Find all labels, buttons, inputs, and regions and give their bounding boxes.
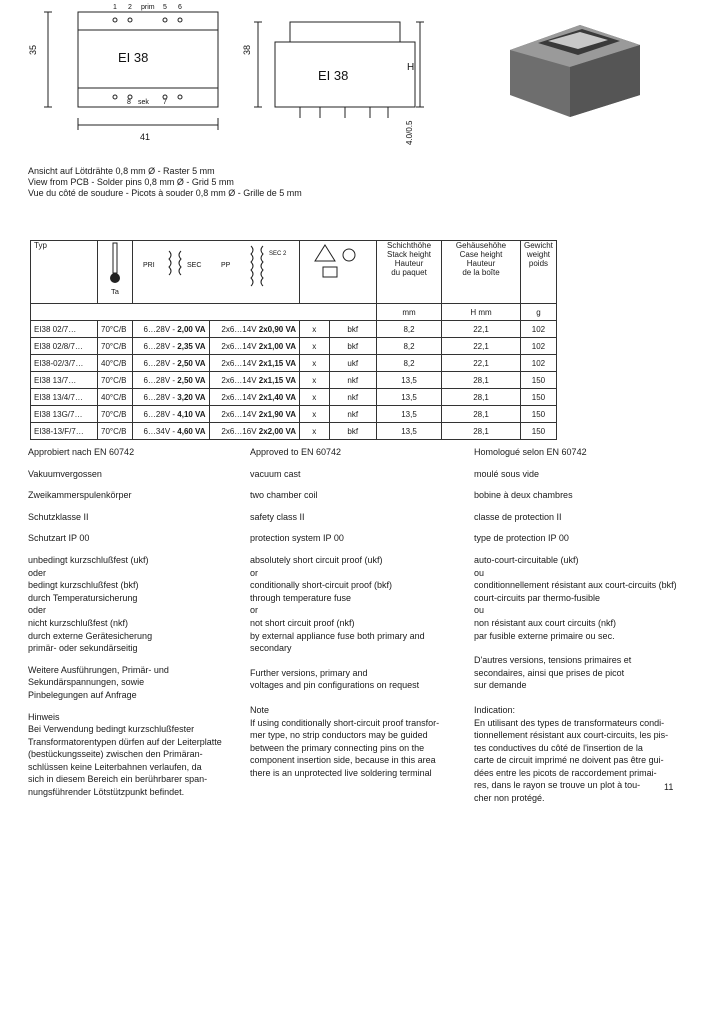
cell-temp: 40°C/B — [98, 355, 133, 372]
de-hint-6: nungsführender Lötstützpunkt befindet. — [28, 787, 185, 798]
de-hint-5: sich in diesem Bereich ein berührbarer span- — [28, 774, 208, 785]
header-weight: Gewicht weight poids — [521, 241, 557, 304]
cell-sec: 2x6…14V 2x0,90 VA — [209, 321, 299, 338]
fr-proof-or-2: ou — [474, 605, 485, 616]
pin-label-prim: prim — [141, 4, 155, 11]
cell-proof: nkf — [329, 372, 376, 389]
cell-prim: 6…28V - 2,50 VA — [133, 372, 210, 389]
unit-hmm: H mm — [442, 304, 521, 321]
cell-proof: ukf — [329, 355, 376, 372]
cell-sec: 2x6…16V 2x2,00 VA — [209, 423, 299, 440]
de-proof-1: unbedingt kurzschlußfest (ukf) — [28, 554, 149, 565]
en-proof-3: through temperature fuse — [250, 592, 352, 603]
de-hint-4: schlüssen keine Leiterbahnen verlaufen, da — [28, 761, 202, 772]
en-hint-1: If using conditionally short-circuit proof transfor- — [250, 717, 440, 728]
de-further-2: Sekundärspannungen, sowie — [28, 677, 145, 688]
cell-case: 22,1 — [442, 355, 521, 372]
en-class: safety class II — [250, 511, 305, 522]
table-row — [31, 423, 557, 440]
cell-type: EI38 13G/7… — [31, 406, 98, 423]
dimension-drawing — [0, 0, 500, 150]
dim-height-label: 35 — [28, 44, 38, 55]
cell-weight: 102 — [521, 338, 557, 355]
de-hint-1: Bei Verwendung bedingt kurzschlußfester — [28, 724, 195, 735]
en-proof-or-2: or — [250, 605, 259, 616]
fr-proof-1: auto-court-circuitable (ukf) — [474, 554, 579, 565]
fr-hint-6: res, dans le rayon se trouve un plot à tou- — [474, 780, 641, 791]
table-row — [31, 338, 557, 355]
header-type: Typ — [31, 241, 98, 304]
en-hint-4: component insertion side, because in this area — [250, 755, 436, 766]
column-english — [250, 446, 460, 779]
view-text-de: Ansicht auf Lötdrähte 0,8 mm Ø - Raster 5 mm — [28, 166, 215, 176]
cell-weight: 150 — [521, 406, 557, 423]
en-approved: Approved to EN 60742 — [250, 447, 342, 457]
de-proof-3: durch Temperatursicherung — [28, 592, 138, 603]
view-description — [28, 166, 302, 199]
de-further-1: Weitere Ausführungen, Primär- und — [28, 664, 169, 675]
cell-weight: 150 — [521, 389, 557, 406]
en-hint-5: there is an unprotected live soldering terminal — [250, 767, 432, 778]
en-protection: protection system IP 00 — [250, 533, 344, 544]
cell-stack: 13,5 — [377, 406, 442, 423]
en-hint-2: mer type, no strip conductors may be guided — [250, 730, 428, 741]
cell-type: EI38 13/4/7… — [31, 389, 98, 406]
transformer-photo — [500, 5, 650, 120]
cell-prim: 6…28V - 2,50 VA — [133, 355, 210, 372]
pin-label-2: 2 — [128, 4, 132, 11]
cell-mark: x — [300, 321, 330, 338]
table-row — [31, 321, 557, 338]
view-text-en: View from PCB - Solder pins 0,8 mm Ø - Grid 5 mm — [28, 177, 234, 187]
cell-type: EI38-02/3/7… — [31, 355, 98, 372]
fr-hint-2: tionnellement résistant aux court-circuits, les pis- — [474, 730, 669, 741]
cell-stack: 8,2 — [377, 321, 442, 338]
de-bobbin: Zweikammerspulenkörper — [28, 490, 132, 501]
en-further-1: Further versions, primary and — [250, 667, 368, 678]
cell-temp: 70°C/B — [98, 406, 133, 423]
cell-sec: 2x6…14V 2x1,15 VA — [209, 355, 299, 372]
header-approval-icons — [300, 241, 377, 304]
cell-sec: 2x6…14V 2x1,40 VA — [209, 389, 299, 406]
en-proof-4: not short circuit proof (nkf) — [250, 617, 355, 628]
dim-h-label: H — [407, 62, 415, 73]
pin-label-1: 1 — [113, 4, 117, 11]
page-number: 11 — [664, 782, 674, 792]
cell-case: 28,1 — [442, 406, 521, 423]
de-approved: Approbiert nach EN 60742 — [28, 447, 135, 457]
en-proof-2: conditionally short-circuit proof (bkf) — [250, 580, 393, 591]
fr-hint-4: carte de circuit imprimé ne doivent pas être gui- — [474, 755, 664, 766]
header-pri-sec — [133, 241, 300, 304]
en-further-2: voltages and pin configurations on request — [250, 680, 420, 691]
cell-temp: 70°C/B — [98, 372, 133, 389]
fr-protection: type de protection IP 00 — [474, 533, 569, 544]
fr-further-1: D'autres versions, tensions primaires et — [474, 655, 632, 666]
cell-weight: 150 — [521, 372, 557, 389]
cell-proof: bkf — [329, 321, 376, 338]
en-proof-6: secondary — [250, 643, 292, 654]
cell-case: 22,1 — [442, 338, 521, 355]
label-sec2: SEC 2 — [269, 251, 287, 257]
header-stack: Schichthöhe Stack height Hauteur du paquet — [377, 241, 442, 304]
de-proof-4: nicht kurzschlußfest (nkf) — [28, 617, 129, 628]
de-proof-or-1: oder — [28, 567, 47, 578]
unit-mm: mm — [377, 304, 442, 321]
de-cast: Vakuumvergossen — [28, 468, 102, 479]
fr-hint-3: tes conductives du côté de l'insertion de la — [474, 742, 643, 753]
de-proof-2: bedingt kurzschlußfest (bkf) — [28, 580, 139, 591]
en-hint-3: between the primary connecting pins on the — [250, 742, 425, 753]
fr-proof-2: conditionnellement résistant aux court-circuits (bkf) — [474, 580, 677, 591]
cell-proof: bkf — [329, 338, 376, 355]
pin-label-7: 7 — [163, 99, 167, 106]
pin-label-5: 5 — [163, 4, 167, 11]
cell-mark: x — [300, 406, 330, 423]
cell-stack: 13,5 — [377, 389, 442, 406]
header-temp-icon — [98, 241, 133, 304]
fr-cast: moulé sous vide — [474, 468, 540, 479]
cell-temp: 70°C/B — [98, 338, 133, 355]
pin-label-6: 6 — [178, 4, 182, 11]
cell-proof: nkf — [329, 406, 376, 423]
cell-type: EI38 02/7… — [31, 321, 98, 338]
cell-mark: x — [300, 372, 330, 389]
cell-sec: 2x6…14V 2x1,90 VA — [209, 406, 299, 423]
fr-proof-3: court-circuits par thermo-fusible — [474, 592, 601, 603]
cell-stack: 13,5 — [377, 372, 442, 389]
fr-hint-title: Indication: — [474, 704, 516, 715]
cell-prim: 6…28V - 2,00 VA — [133, 321, 210, 338]
cell-stack: 13,5 — [377, 423, 442, 440]
model-label-left: EI 38 — [118, 50, 149, 65]
label-pp: PP — [221, 262, 231, 269]
fr-hint-1: En utilisant des types de transformateurs condi- — [474, 717, 665, 728]
cell-type: EI38 02/8/7… — [31, 338, 98, 355]
label-pri: PRI — [143, 262, 155, 269]
cell-case: 28,1 — [442, 372, 521, 389]
fr-proof-or-1: ou — [474, 567, 485, 578]
de-protection: Schutzart IP 00 — [28, 533, 90, 544]
cell-prim: 6…28V - 2,35 VA — [133, 338, 210, 355]
fr-class: classe de protection II — [474, 511, 562, 522]
fr-further-2: secondaires, ainsi que prises de picot — [474, 667, 625, 678]
unit-g: g — [521, 304, 557, 321]
cell-prim: 6…28V - 4,10 VA — [133, 406, 210, 423]
cell-mark: x — [300, 338, 330, 355]
winding-diagram-pri — [141, 241, 291, 291]
table-header-row — [31, 241, 557, 304]
cell-type: EI38 13/7… — [31, 372, 98, 389]
cell-sec: 2x6…14V 2x1,00 VA — [209, 338, 299, 355]
cell-weight: 150 — [521, 423, 557, 440]
cell-temp: 40°C/B — [98, 389, 133, 406]
table-row — [31, 389, 557, 406]
cell-weight: 102 — [521, 321, 557, 338]
fr-hint-5: dées entre les picots de raccordement primai- — [474, 767, 657, 778]
fr-bobbin: bobine à deux chambres — [474, 490, 573, 501]
fr-proof-4: non résistant aux court circuits (nkf) — [474, 617, 617, 628]
de-hint-2: Transformatorentypen dürfen auf der Leiterplatte — [28, 736, 222, 747]
en-proof-1: absolutely short circuit proof (ukf) — [250, 554, 383, 565]
approval-icon — [313, 241, 363, 281]
dim-pin-label: 4.0/0.5 — [405, 120, 414, 145]
de-class: Schutzklasse II — [28, 511, 89, 522]
en-cast: vacuum cast — [250, 468, 301, 479]
de-proof-6: primär- oder sekundärseitig — [28, 643, 138, 654]
cell-type: EI38-13/F/7… — [31, 423, 98, 440]
cell-case: 28,1 — [442, 389, 521, 406]
table-unit-row — [31, 304, 557, 321]
cell-mark: x — [300, 355, 330, 372]
de-proof-or-2: oder — [28, 605, 47, 616]
cell-proof: nkf — [329, 389, 376, 406]
thermometer-icon — [108, 241, 122, 285]
cell-mark: x — [300, 423, 330, 440]
table-row — [31, 406, 557, 423]
de-proof-5: durch externe Gerätesicherung — [28, 630, 153, 641]
spec-table — [30, 240, 557, 440]
cell-mark: x — [300, 389, 330, 406]
label-sec: SEC — [187, 262, 202, 269]
header-case: Gehäusehöhe Case height Hauteur de la boîte — [442, 241, 521, 304]
cell-stack: 8,2 — [377, 338, 442, 355]
table-row — [31, 355, 557, 372]
column-german — [28, 446, 228, 799]
cell-sec: 2x6…14V 2x1,15 VA — [209, 372, 299, 389]
cell-temp: 70°C/B — [98, 321, 133, 338]
cell-temp: 70°C/B — [98, 423, 133, 440]
pin-label-sek: sek — [138, 99, 149, 106]
cell-weight: 102 — [521, 355, 557, 372]
en-hint-title: Note — [250, 704, 270, 715]
de-further-3: Pinbelegungen auf Anfrage — [28, 689, 137, 700]
dim-length-label: 38 — [242, 44, 252, 55]
model-label-right: EI 38 — [318, 68, 349, 83]
pin-label-8: 8 — [127, 99, 131, 106]
en-bobbin: two chamber coil — [250, 490, 318, 501]
cell-prim: 6…34V - 4,60 VA — [133, 423, 210, 440]
de-hint-title: Hinweis — [28, 711, 60, 722]
view-text-fr: Vue du côté de soudure - Picots à souder 0,8 mm Ø - Grille de 5 mm — [28, 188, 302, 198]
cell-case: 22,1 — [442, 321, 521, 338]
cell-prim: 6…28V - 3,20 VA — [133, 389, 210, 406]
cell-proof: bkf — [329, 423, 376, 440]
en-proof-5: by external appliance fuse both primary and — [250, 630, 425, 641]
table-row — [31, 372, 557, 389]
cell-stack: 8,2 — [377, 355, 442, 372]
dim-width-label: 41 — [140, 132, 151, 142]
fr-proof-5: par fusible externe primaire ou sec. — [474, 630, 615, 641]
fr-approved: Homologué selon EN 60742 — [474, 447, 587, 457]
header-ta: Ta — [111, 287, 119, 296]
fr-further-3: sur demande — [474, 680, 527, 691]
fr-hint-7: cher non protégé. — [474, 793, 545, 804]
de-hint-3: (bestückungsseite) zwischen den Primäran- — [28, 749, 203, 760]
column-french — [474, 446, 684, 805]
cell-case: 28,1 — [442, 423, 521, 440]
en-proof-or-1: or — [250, 567, 259, 578]
